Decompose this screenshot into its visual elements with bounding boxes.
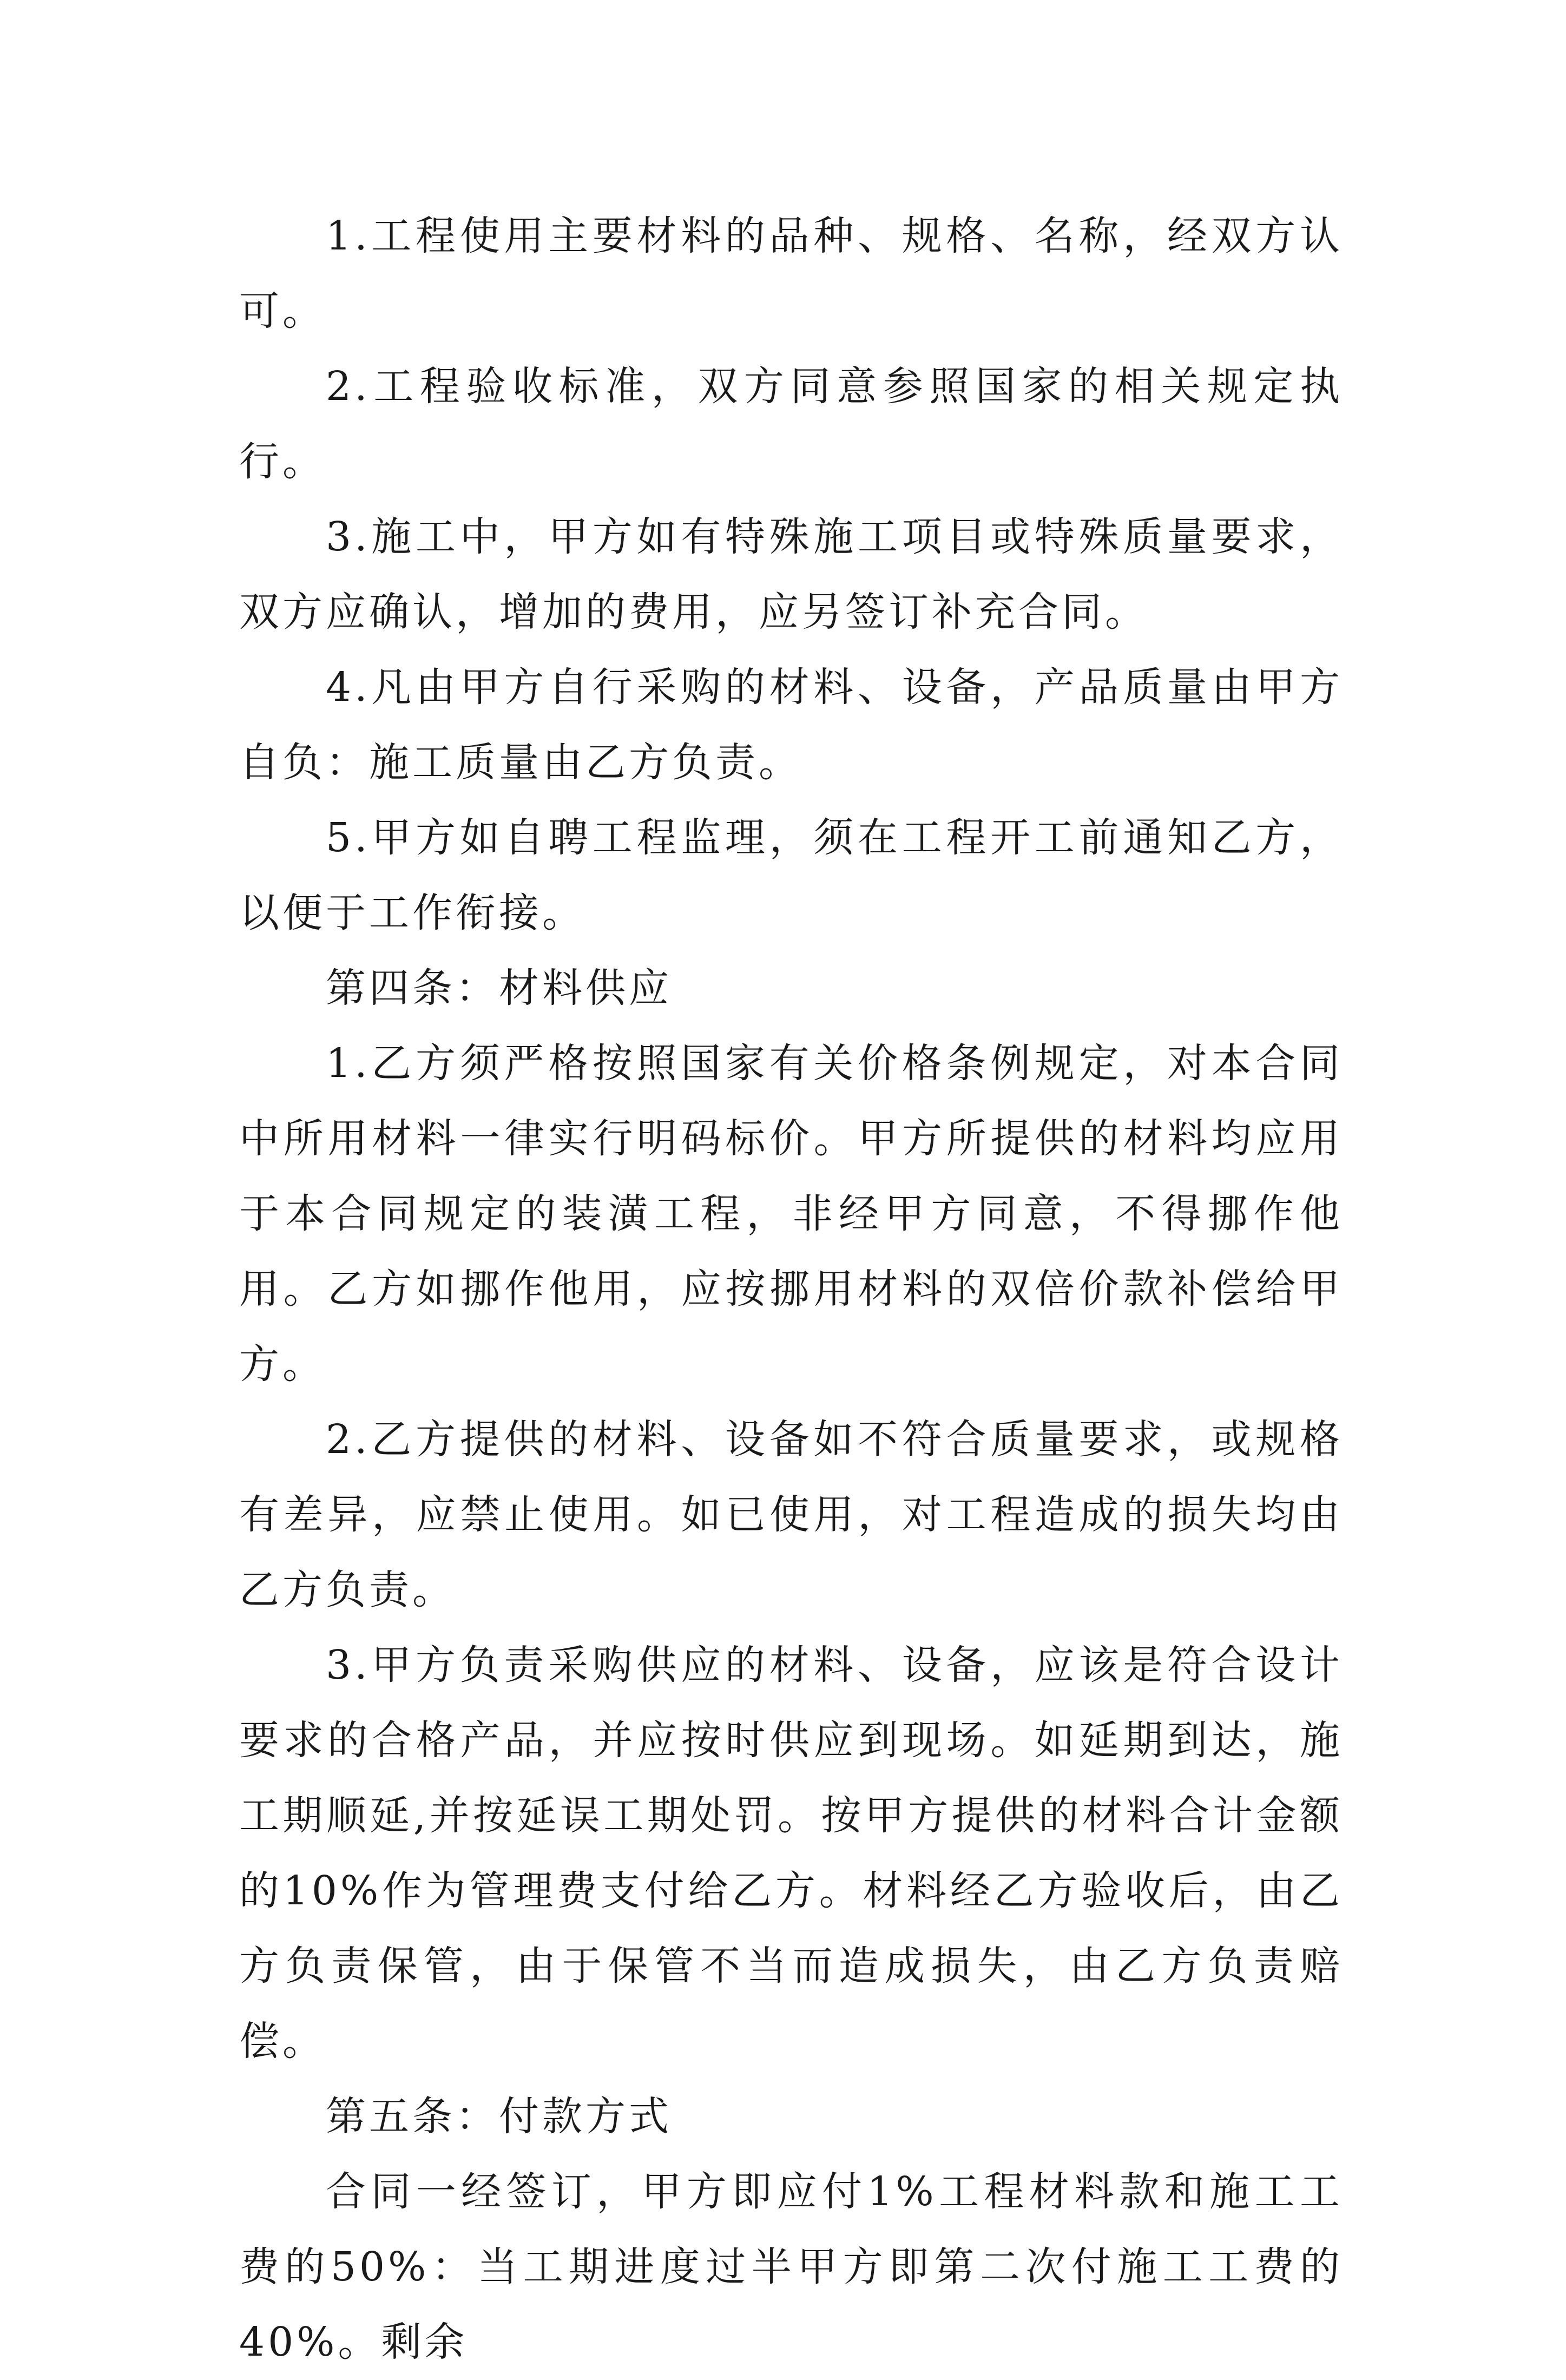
clause-paragraph: 1.工程使用主要材料的品种、规格、名称，经双方认可。 <box>239 213 1343 334</box>
clause-paragraph: 3.甲方负责采购供应的材料、设备，应该是符合设计要求的合格产品，并应按时供应到现场。如延期到达，施工期顺延,并按延误工期处罚。按甲方提供的材料合计金额的10%作为管理费支付给乙方。材料经乙方验收后，由乙方负责保管，由于保管不当而造成损失，由乙方负责赔偿。 <box>239 1642 1343 2065</box>
clause-paragraph: 1.乙方须严格按照国家有关价格条例规定，对本合同中所用材料一律实行明码标价。甲方所提供的材料均应用于本合同规定的装潢工程，非经甲方同意，不得挪作他用。乙方如挪作他用，应按挪用材料的双倍价款补偿给甲方。 <box>239 1040 1343 1388</box>
clause-paragraph: 2.乙方提供的材料、设备如不符合质量要求，或规格有差异，应禁止使用。如已使用，对工程造成的损失均由乙方负责。 <box>239 1416 1343 1613</box>
clause-paragraph: 2.工程验收标准，双方同意参照国家的相关规定执行。 <box>239 363 1343 485</box>
clause-paragraph: 合同一经签订，甲方即应付1%工程材料款和施工工费的50%：当工期进度过半甲方即第二次付施工工费的40%。剩余 <box>239 2168 1343 2365</box>
clause-paragraph: 3.施工中，甲方如有特殊施工项目或特殊质量要求，双方应确认，增加的费用，应另签订补充合同。 <box>239 514 1343 635</box>
document-body <box>239 199 1343 2380</box>
clause-paragraph: 5.甲方如自聘工程监理，须在工程开工前通知乙方，以便于工作衔接。 <box>239 814 1343 936</box>
section-heading-article-5: 第五条：付款方式 <box>326 2093 672 2140</box>
clause-paragraph: 4.凡由甲方自行采购的材料、设备，产品质量由甲方自负：施工质量由乙方负责。 <box>239 664 1343 786</box>
section-heading-article-4: 第四条：材料供应 <box>326 965 672 1011</box>
